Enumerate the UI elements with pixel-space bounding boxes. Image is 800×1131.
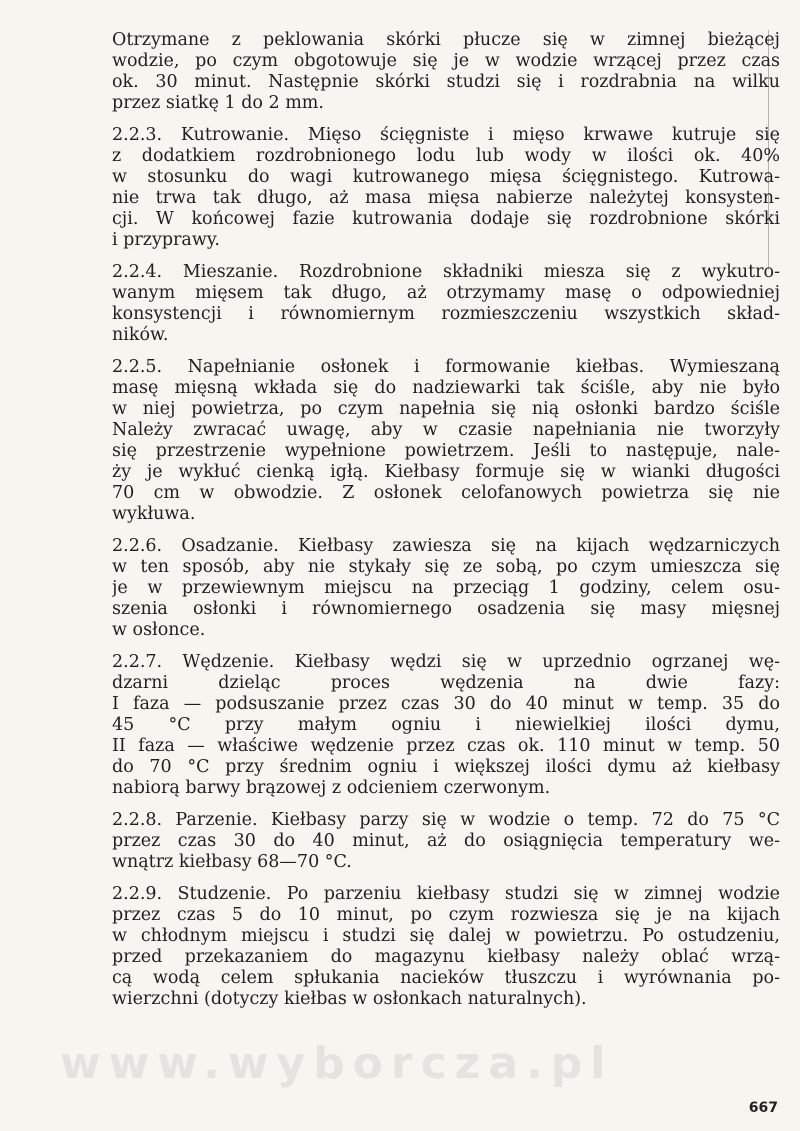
text-line: je w przewiewnym miejscu na przeciąg 1 godziny, celem osu- <box>112 578 780 598</box>
text-line: 2.2.9. Studzenie. Po parzeniu kiełbasy studzi się w zimnej wodzie <box>112 884 780 904</box>
text-line: 2.2.5. Napełnianie osłonek i formowanie kiełbas. Wymieszaną <box>112 357 780 377</box>
text-line: w stosunku do wagi kutrowanego mięsa ścięgnistego. Kutrowa- <box>112 167 780 187</box>
text-line: Otrzymane z peklowania skórki płucze się w zimnej bieżącej <box>112 30 780 50</box>
text-line: przez czas 5 do 10 minut, po czym rozwiesza się je na kijach <box>112 905 780 925</box>
text-line: 2.2.8. Parzenie. Kiełbasy parzy się w wodzie o temp. 72 do 75 °C <box>112 810 780 830</box>
text-line: ników. <box>112 325 169 345</box>
paragraph-2-2-4 <box>112 262 780 346</box>
document-body <box>112 30 780 1021</box>
paragraph-2-2-5 <box>112 357 780 525</box>
text-line: I faza — podsuszanie przez czas 30 do 40 minut w temp. 35 do <box>112 694 780 714</box>
text-line: wanym mięsem tak długo, aż otrzymamy masę o odpowiedniej <box>112 283 780 303</box>
text-line: ok. 30 minut. Następnie skórki studzi się i rozdrabnia na wilku <box>112 72 780 92</box>
page-number: 667 <box>748 1100 778 1116</box>
text-line: wykłuwa. <box>112 504 196 524</box>
text-line: w chłodnym miejscu i studzi się dalej w powietrzu. Po ostudzeniu, <box>112 926 780 946</box>
text-line: dzarni dzieląc proces wędzenia na dwie fazy: <box>112 673 780 693</box>
text-line: wierzchni (dotyczy kiełbas w osłonkach naturalnych). <box>112 989 587 1009</box>
text-line: wnątrz kiełbasy 68—70 °C. <box>112 852 352 872</box>
text-line: do 70 °C przy średnim ogniu i większej ilości dymu aż kiełbasy <box>112 757 780 777</box>
text-line: Należy zwracać uwagę, aby w czasie napełniania nie tworzyły <box>112 420 780 440</box>
text-line: i przyprawy. <box>112 230 220 250</box>
text-line: ży je wykłuć cienką igłą. Kiełbasy formuje się w wianki długości <box>112 462 780 482</box>
text-line: przez czas 30 do 40 minut, aż do osiągnięcia temperatury we- <box>112 831 780 851</box>
text-line: 70 cm w obwodzie. Z osłonek celofanowych powietrza się nie <box>112 483 780 503</box>
text-line: 45 °C przy małym ogniu i niewielkiej ilości dymu, <box>112 715 780 735</box>
text-line: w osłonce. <box>112 620 206 640</box>
text-line: w ten sposób, aby nie stykały się ze sobą, po czym umieszcza się <box>112 557 780 577</box>
paragraph-2-2-3 <box>112 125 780 251</box>
paragraph-2-2-7 <box>112 652 780 799</box>
text-line: przed przekazaniem do magazynu kiełbasy należy oblać wrzą- <box>112 947 780 967</box>
paragraph-2-2-6 <box>112 536 780 641</box>
watermark: www.wyborcza.pl <box>60 1038 614 1089</box>
text-line: II faza — właściwe wędzenie przez czas ok. 110 minut w temp. 50 <box>112 736 780 756</box>
text-line: szenia osłonki i równomiernego osadzenia się masy mięsnej <box>112 599 780 619</box>
text-line: 2.2.7. Wędzenie. Kiełbasy wędzi się w uprzednio ogrzanej wę- <box>112 652 780 672</box>
text-line: się przestrzenie wypełnione powietrzem. Jeśli to następuje, nale- <box>112 441 780 461</box>
text-line: przez siatkę 1 do 2 mm. <box>112 93 324 113</box>
text-line: 2.2.6. Osadzanie. Kiełbasy zawiesza się na kijach wędzarniczych <box>112 536 780 556</box>
text-line: z dodatkiem rozdrobnionego lodu lub wody w ilości ok. 40% <box>112 146 780 166</box>
text-line: cji. W końcowej fazie kutrowania dodaje się rozdrobnione skórki <box>112 209 780 229</box>
text-line: 2.2.3. Kutrowanie. Mięso ścięgniste i mięso krwawe kutruje się <box>112 125 780 145</box>
text-line: nie trwa tak długo, aż masa mięsa nabierze należytej konsysten- <box>112 188 780 208</box>
text-line: konsystencji i równomiernym rozmieszczeniu wszystkich skład- <box>112 304 780 324</box>
paragraph-2-2-8 <box>112 810 780 873</box>
text-line: 2.2.4. Mieszanie. Rozdrobnione składniki miesza się z wykutro- <box>112 262 780 282</box>
text-line: nabiorą barwy brązowej z odcieniem czerwonym. <box>112 778 551 798</box>
text-line: w niej powietrza, po czym napełnia się nią osłonki bardzo ściśle <box>112 399 780 419</box>
paragraph-intro <box>112 30 780 114</box>
paragraph-2-2-9 <box>112 884 780 1010</box>
text-line: masę mięsną wkłada się do nadziewarki tak ściśle, aby nie było <box>112 378 780 398</box>
text-line: wodzie, po czym obgotowuje się je w wodzie wrzącej przez czas <box>112 51 780 71</box>
text-line: cą wodą celem spłukania nacieków tłuszczu i wyrównania po- <box>112 968 780 988</box>
